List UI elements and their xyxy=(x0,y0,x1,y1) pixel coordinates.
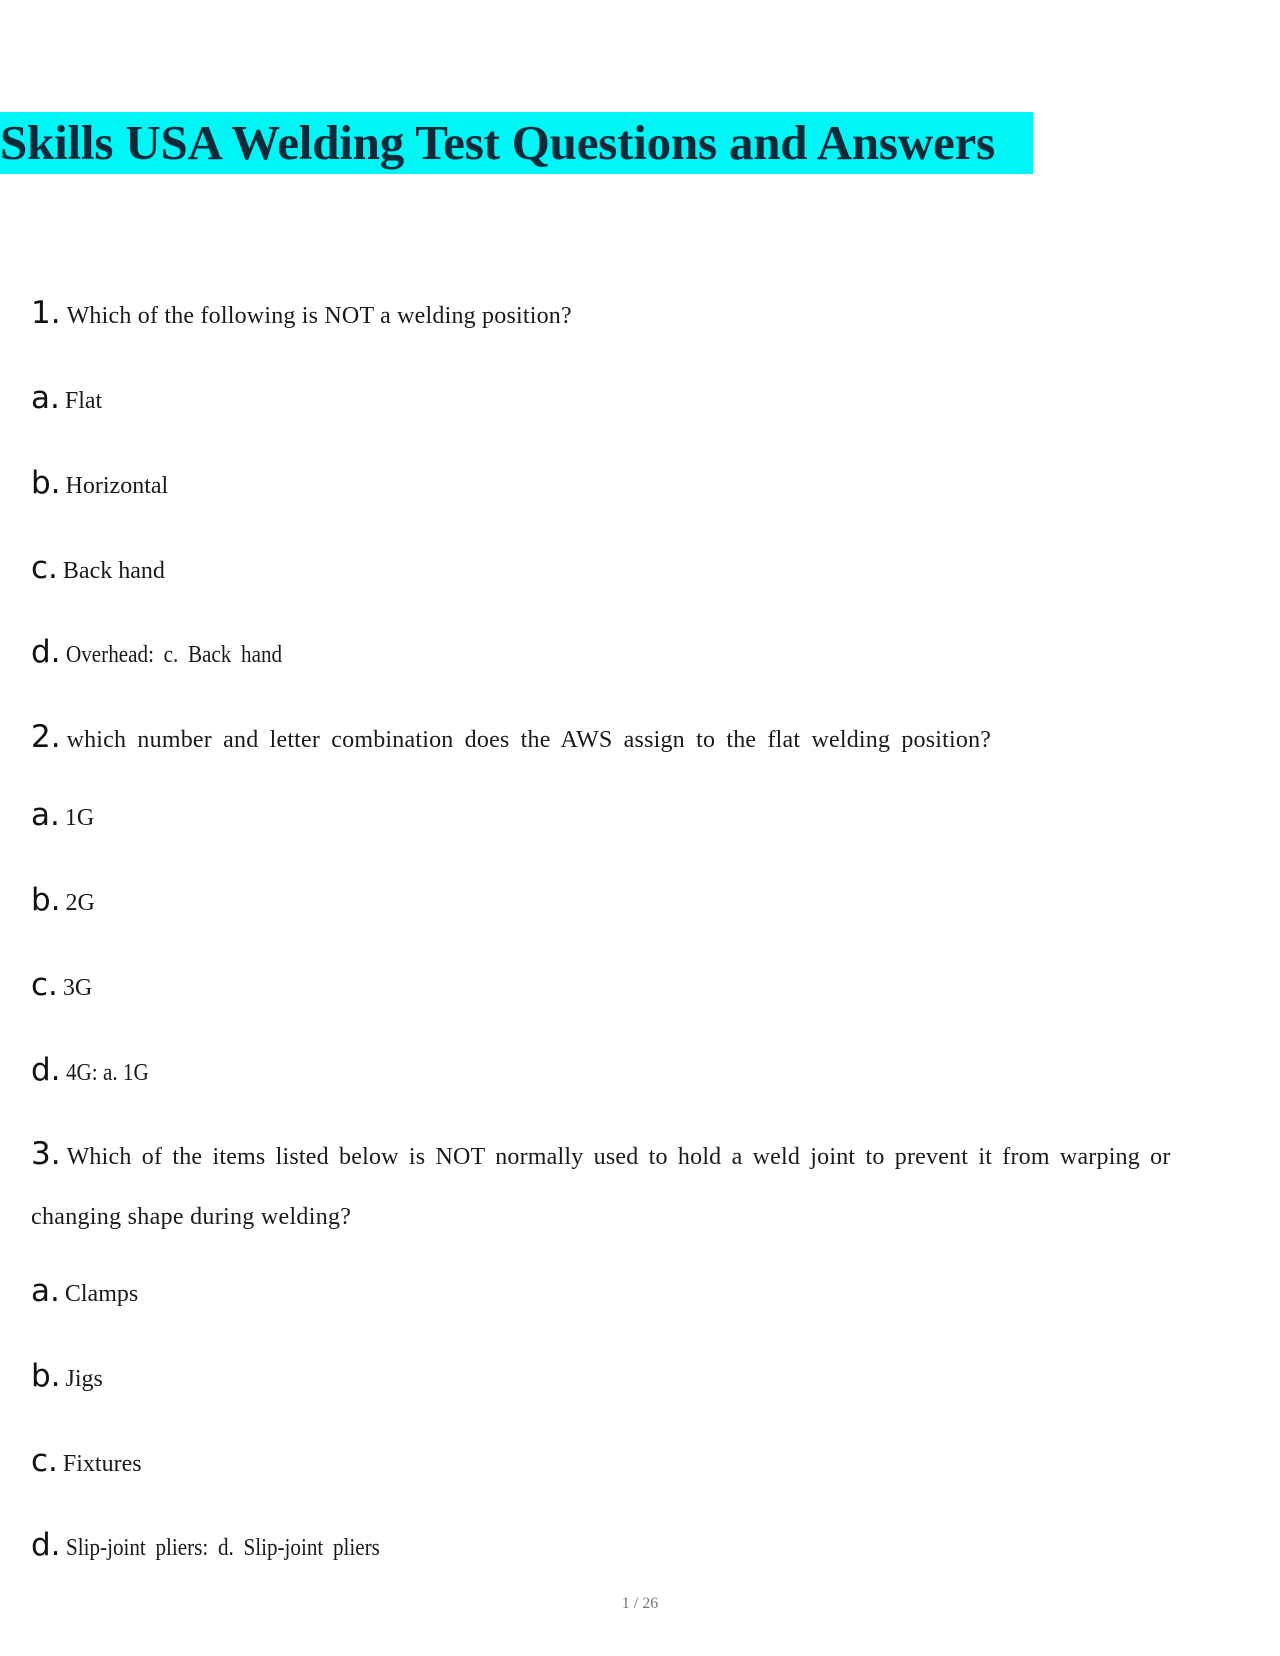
question-text: Which of the following is NOT a welding position? xyxy=(66,303,572,329)
option-letter: d. xyxy=(31,634,61,670)
option-letter: a. xyxy=(31,1273,60,1309)
question-2-option-c xyxy=(31,967,92,1003)
option-letter: a. xyxy=(31,380,60,416)
option-text: 2G xyxy=(65,890,95,916)
option-text: Jigs xyxy=(65,1366,103,1392)
question-2-option-d xyxy=(31,1052,160,1088)
option-text: Flat xyxy=(64,388,103,414)
question-1-option-d xyxy=(31,634,311,670)
option-letter: b. xyxy=(31,1358,61,1394)
question-3-option-d xyxy=(31,1527,422,1563)
option-text-with-answer: Overhead: c. Back hand xyxy=(65,642,282,668)
option-text: Clamps xyxy=(64,1281,139,1307)
question-1-option-c xyxy=(31,550,165,586)
question-1-option-a xyxy=(31,380,102,416)
option-letter: c. xyxy=(31,967,58,1003)
question-2 xyxy=(31,719,991,755)
question-3-option-b xyxy=(31,1358,103,1394)
document-title: Skills USA Welding Test Questions and Answers xyxy=(0,112,1033,174)
question-number: 2. xyxy=(31,719,61,755)
question-2-option-b xyxy=(31,882,95,918)
option-letter: d. xyxy=(31,1527,61,1563)
question-3 xyxy=(31,1136,1171,1172)
option-letter: c. xyxy=(31,1443,58,1479)
question-1-option-b xyxy=(31,465,168,501)
question-3-option-c xyxy=(31,1443,142,1479)
option-letter: b. xyxy=(31,465,61,501)
option-text: 3G xyxy=(62,975,93,1001)
question-number: 1. xyxy=(31,295,61,331)
option-letter: a. xyxy=(31,797,60,833)
option-text: Back hand xyxy=(62,558,165,584)
question-text-line-2: changing shape during welding? xyxy=(31,1204,352,1230)
option-text-with-answer: Slip-joint pliers: d. Slip-joint pliers xyxy=(65,1535,380,1561)
question-text: which number and letter combination does the AWS assign to the flat welding position? xyxy=(66,727,992,753)
option-text-with-answer: 4G: a. 1G xyxy=(65,1060,149,1086)
option-text: 1G xyxy=(64,805,95,831)
option-letter: b. xyxy=(31,882,61,918)
question-1 xyxy=(31,295,572,331)
option-text: Fixtures xyxy=(62,1451,142,1477)
option-letter: c. xyxy=(31,550,58,586)
question-3-option-a xyxy=(31,1273,138,1309)
page-indicator: 1 / 26 xyxy=(621,1595,659,1612)
question-number: 3. xyxy=(31,1136,61,1172)
question-text-line-1: Which of the items listed below is NOT normally used to hold a weld joint to prevent it from warping or xyxy=(66,1144,1171,1170)
option-letter: d. xyxy=(31,1052,61,1088)
question-2-option-a xyxy=(31,797,94,833)
option-text: Horizontal xyxy=(65,473,169,499)
